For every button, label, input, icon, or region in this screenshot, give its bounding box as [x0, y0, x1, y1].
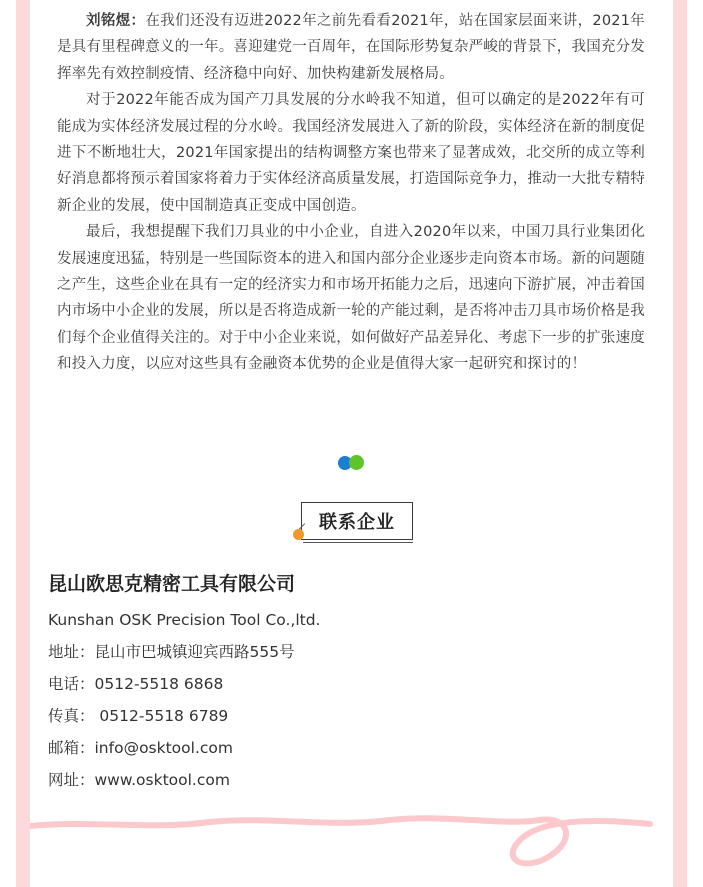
paragraph-2: 对于2022年能否成为国产刀具发展的分水岭我不知道，但可以确定的是2022年有可能成为实体经济发展过程的分水岭。我国经济发展进入了新的阶段，实体经济在新的制度促进下不断地壮大，2021年国家提出的结构调整方案也带来了显著成效，北交所的成立等利好消息都将预示着国家将着力于实体经济高质量发展，打造国际竞争力，推动一大批专精特新企业的发展，使中国制造真正变成中国创造。: [57, 92, 645, 214]
company-fax: 传真： 0512-5518 6789: [48, 707, 229, 725]
speaker-name: 刘铭煜：: [86, 13, 146, 29]
company-phone[interactable]: 电话：0512-5518 6868: [48, 675, 224, 693]
article-body: [57, 8, 645, 378]
green-dot-icon: [349, 455, 364, 470]
decorative-scribble-icon: [30, 800, 680, 887]
company-name-cn: 昆山欧思克精密工具有限公司: [48, 573, 296, 595]
company-email[interactable]: 邮箱：info@osktool.com: [48, 739, 233, 757]
paragraph-3: 最后，我想提醒下我们刀具业的中小企业，自进入2020年以来，中国刀具行业集团化发展速度迅猛，特别是一些国际资本的进入和国内部分企业逐步走向资本市场。新的问题随之产生，这些企业在具有一定的经济实力和市场开拓能力之后，迅速向下游扩展，冲击着国内市场中小企业的发展，所以是否将造成新一轮的产能过剩，是否将冲击刀具市场价格是我们每个企业值得关注的。对于中小企业来说，如何做好产品差异化、考虑下一步的扩张速度和投入力度，以应对这些具有金融资本优势的企业是值得大家一起研究和探讨的！: [57, 224, 645, 373]
contact-section-tag: [293, 502, 417, 546]
paragraph-1: [57, 8, 645, 87]
company-name-en: Kunshan OSK Precision Tool Co.,ltd.: [48, 611, 321, 629]
tag-underline: [303, 542, 413, 543]
company-address: 地址：昆山市巴城镇迎宾西路555号: [48, 643, 295, 661]
paragraph-1-text: 在我们还没有迈进2022年之前先看看2021年，站在国家层面来讲，2021年是具有里程碑意义的一年。喜迎建党一百周年，在国际形势复杂严峻的背景下，我国充分发挥率先有效控制疫情、经济稳中向好、加快构建新发展格局。: [57, 13, 645, 82]
contact-tag-label: 联系企业: [301, 502, 413, 540]
company-info: [48, 570, 648, 800]
right-pink-border: [673, 0, 687, 887]
left-pink-border: [16, 0, 30, 887]
company-website[interactable]: 网址：www.osktool.com: [48, 771, 230, 789]
pin-icon: [293, 529, 304, 540]
